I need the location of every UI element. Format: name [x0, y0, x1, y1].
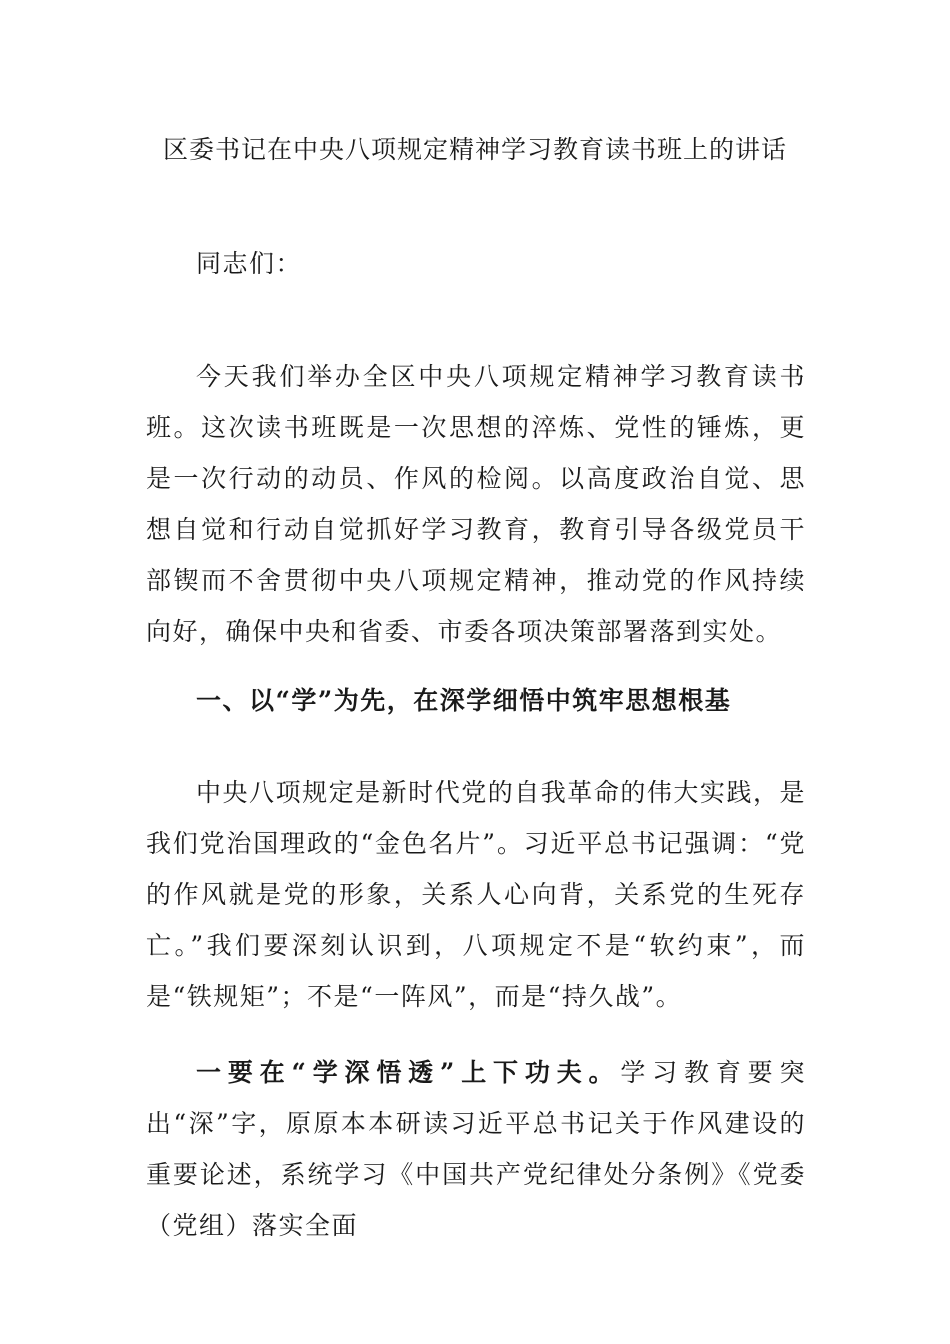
- section-1-heading: 一、以“学”为先，在深学细悟中筑牢思想根基: [196, 686, 732, 715]
- paragraph-2: 中央八项规定是新时代党的自我革命的伟大实践，是我们党治国理政的“金色名片”。习近平总书记强调：“党的作风就是党的形象，关系人心向背，关系党的生死存亡。”我们要深刻认识到，八项规定不是“软约束”，而是“铁规矩”；不是“一阵风”，而是“持久战”。: [146, 778, 806, 1011]
- paragraph-3: [146, 1047, 806, 1251]
- greeting: 同志们：: [196, 249, 303, 278]
- paragraph-3-lead: 一要在“学深悟透”上下功夫。: [196, 1058, 621, 1087]
- document-title: 区委书记在中央八项规定精神学习教育读书班上的讲话: [162, 135, 787, 164]
- paragraph-1: 今天我们举办全区中央八项规定精神学习教育读书班。这次读书班既是一次思想的淬炼、党性的锤炼，更是一次行动的动员、作风的检阅。以高度政治自觉、思想自觉和行动自觉抓好学习教育，教育引导各级党员干部锲而不舍贯彻中央八项规定精神，推动党的作风持续向好，确保中央和省委、市委各项决策部署落到实处。: [146, 362, 806, 646]
- paragraph-3-body: 学习教育要突出“深”字，原原本本研读习近平总书记关于作风建设的重要论述，系统学习《中国共产党纪律处分条例》《党委（党组）落实全面: [146, 1058, 806, 1240]
